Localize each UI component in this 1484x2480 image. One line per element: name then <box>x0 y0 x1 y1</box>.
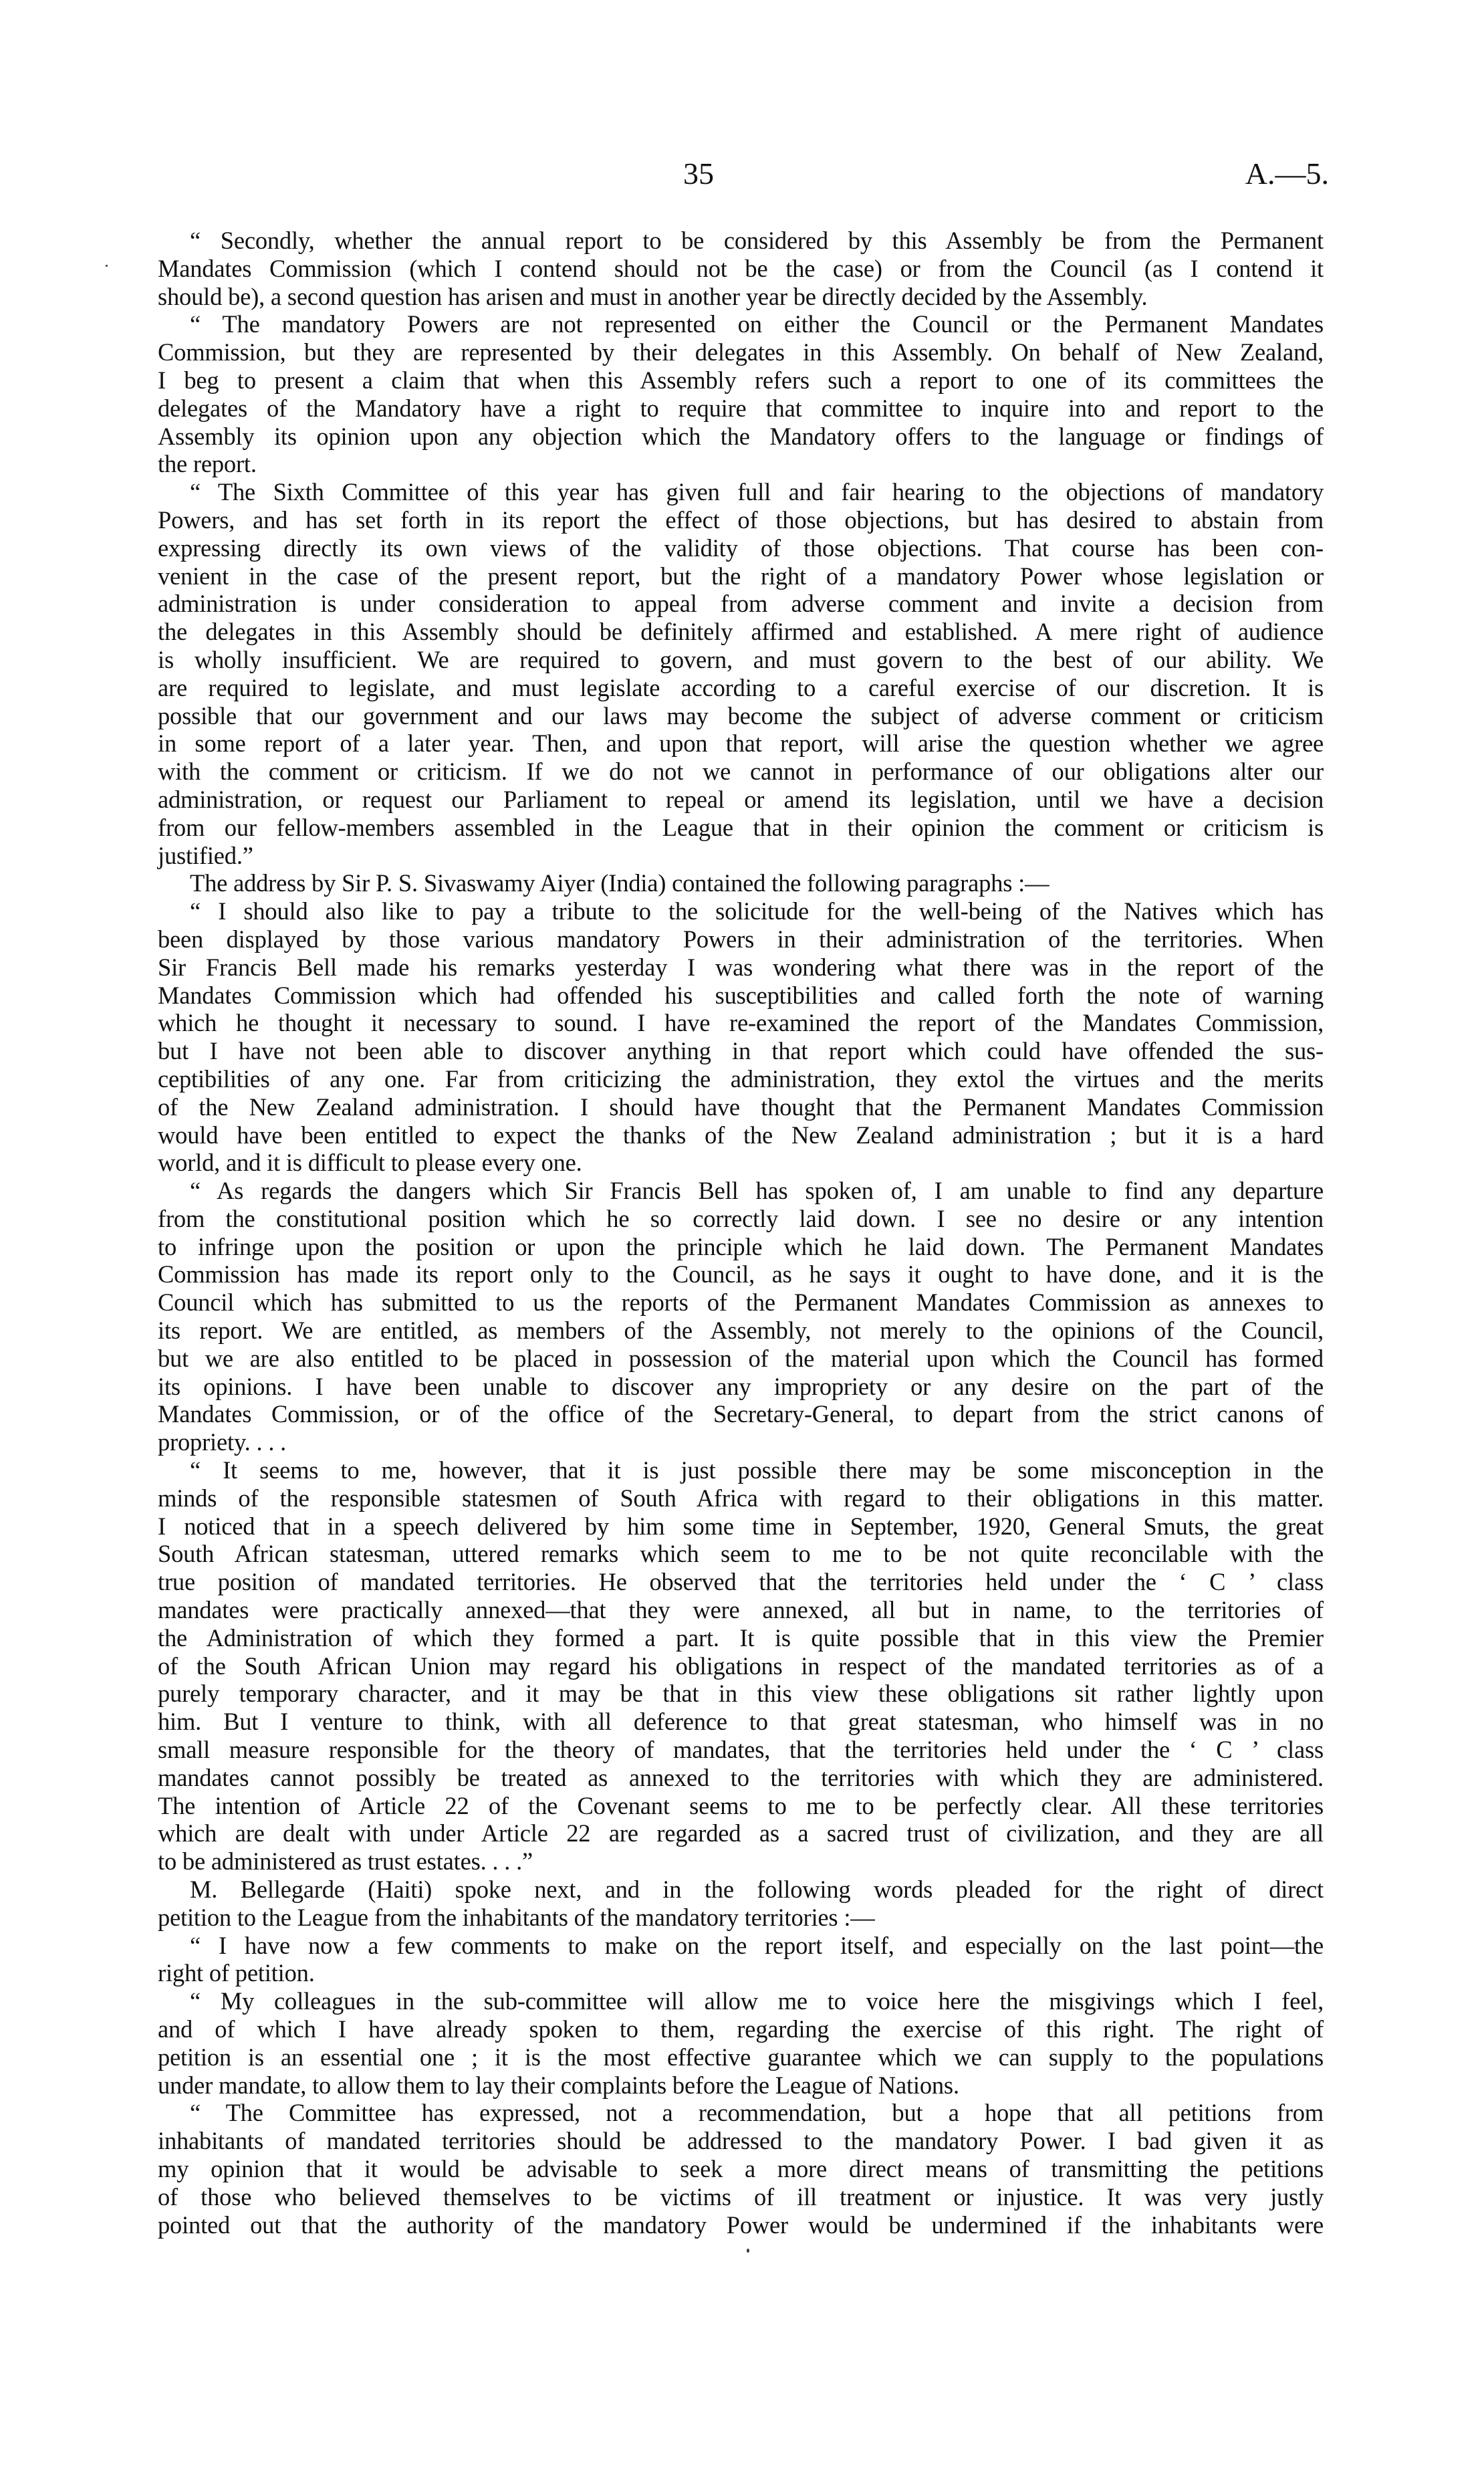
text-line: from the constitutional position which he so correctly laid down. I see no desire or any intention <box>158 1204 1324 1232</box>
document-body <box>158 227 1324 2239</box>
text-line: minds of the responsible statesmen of South Africa with regard to their obligations in this matter. <box>158 1484 1324 1512</box>
text-line: to be administered as trust estates. . . .” <box>158 1847 533 1876</box>
text-line: Mandates Commission, or of the office of the Secretary-General, to depart from the strict canons of <box>158 1400 1324 1428</box>
text-line: but we are also entitled to be placed in possession of the material upon which the Council has formed <box>158 1344 1324 1372</box>
text-line: is wholly insufficient. We are required to govern, and must govern to the best of our ability. We <box>158 645 1324 673</box>
text-line: right of petition. <box>158 1959 315 1987</box>
text-line: its report. We are entitled, as members of the Assembly, not merely to the opinions of the Council, <box>158 1317 1324 1345</box>
text-line: Mandates Commission (which I contend should not be the case) or from the Council (as I contend it <box>158 254 1324 282</box>
text-line: its opinions. I have been unable to discover any impropriety or any desire on the part of the <box>158 1372 1324 1400</box>
text-line: “ I have now a few comments to make on the report itself, and especially on the last point—the <box>190 1931 1324 1959</box>
text-line: but I have not been able to discover anything in that report which could have offended the sus- <box>158 1037 1324 1065</box>
document-reference: A.—5. <box>1245 156 1329 191</box>
paragraph <box>158 227 1324 310</box>
text-line: I noticed that in a speech delivered by him some time in September, 1920, General Smuts, the great <box>158 1512 1324 1540</box>
paragraph <box>158 897 1324 1177</box>
text-line: and of which I have already spoken to them, regarding the exercise of this right. The right of <box>158 2015 1324 2043</box>
text-line: mandates cannot possibly be treated as annexed to the territories with which they are administered. <box>158 1763 1324 1791</box>
text-line: mandates were practically annexed—that they were annexed, all but in name, to the territories of <box>158 1596 1324 1624</box>
text-line: small measure responsible for the theory of mandates, that the territories held under the ‘ C ’ class <box>158 1736 1324 1764</box>
text-line: would have been entitled to expect the thanks of the New Zealand administration ; but it is a hard <box>158 1121 1324 1149</box>
text-line: possible that our government and our laws may become the subject of adverse comment or criticism <box>158 701 1324 729</box>
text-line: South African statesman, uttered remarks which seem to me to be not quite reconcilable with the <box>158 1540 1324 1568</box>
text-line: Commission has made its report only to the Council, as he says it ought to have done, and it is the <box>158 1260 1324 1288</box>
text-line: Powers, and has set forth in its report the effect of those objections, but has desired to abstain from <box>158 505 1324 534</box>
paragraph <box>158 1876 1324 1932</box>
text-line: from our fellow-members assembled in the League that in their opinion the comment or criticism is <box>158 813 1324 841</box>
text-line: Assembly its opinion upon any objection which the Mandatory offers to the language or findings of <box>158 422 1324 450</box>
paragraph <box>158 1177 1324 1456</box>
text-line: true position of mandated territories. He observed that the territories held under the ‘ C ’ class <box>158 1568 1324 1596</box>
text-line: been displayed by those various mandatory Powers in their administration of the territories. When <box>158 925 1324 953</box>
text-line: him. But I venture to think, with all deference to that great statesman, who himself was in no <box>158 1708 1324 1736</box>
scan-speck <box>106 265 108 267</box>
text-line: justified.” <box>158 841 253 869</box>
paragraph <box>158 1932 1324 1988</box>
text-line: should be), a second question has arisen and must in another year be directly decided by the Assembly. <box>158 282 1148 310</box>
text-line: Council which has submitted to us the reports of the Permanent Mandates Commission as annexes to <box>158 1288 1324 1317</box>
text-line: the Administration of which they formed a part. It is quite possible that in this view the Premier <box>158 1623 1324 1652</box>
text-line: Sir Francis Bell made his remarks yesterday I was wondering what there was in the report of the <box>158 953 1324 981</box>
paragraph <box>158 2099 1324 2239</box>
text-line: I beg to present a claim that when this Assembly refers such a report to one of its committees the <box>158 366 1324 394</box>
text-line: “ As regards the dangers which Sir Francis Bell has spoken of, I am unable to find any departure <box>190 1177 1324 1205</box>
text-line: “ The mandatory Powers are not represented on either the Council or the Permanent Mandates <box>190 310 1324 338</box>
text-line: which he thought it necessary to sound. I have re-examined the report of the Mandates Commission, <box>158 1009 1324 1037</box>
paragraph <box>158 478 1324 869</box>
text-line: the report. <box>158 450 257 478</box>
paragraph <box>158 1987 1324 2099</box>
text-line: administration, or request our Parliament to repeal or amend its legislation, until we have a decision <box>158 785 1324 813</box>
text-line: petition is an essential one ; it is the most effective guarantee which we can supply to the populations <box>158 2043 1324 2071</box>
text-line: “ It seems to me, however, that it is just possible there may be some misconception in the <box>190 1456 1324 1484</box>
text-line: “ My colleagues in the sub-committee will allow me to voice here the misgivings which I feel, <box>190 1987 1324 2015</box>
text-line: under mandate, to allow them to lay their complaints before the League of Nations. <box>158 2071 959 2099</box>
text-line: purely temporary character, and it may be that in this view these obligations sit rather lightly upon <box>158 1680 1324 1708</box>
text-line: of those who believed themselves to be victims of ill treatment or injustice. It was very justly <box>158 2182 1324 2211</box>
text-line: propriety. . . . <box>158 1428 287 1456</box>
text-line: of the South African Union may regard his obligations in respect of the mandated territories as of a <box>158 1652 1324 1680</box>
text-line: of the New Zealand administration. I should have thought that the Permanent Mandates Commission <box>158 1093 1324 1121</box>
text-line: Mandates Commission which had offended his susceptibilities and called forth the note of warning <box>158 981 1324 1009</box>
text-line: “ The Committee has expressed, not a recommendation, but a hope that all petitions from <box>190 2099 1324 2127</box>
text-line: The address by Sir P. S. Sivaswamy Aiyer (India) contained the following paragraphs :— <box>190 869 1049 897</box>
scan-speck <box>747 2249 749 2253</box>
text-line: with the comment or criticism. If we do not we cannot in performance of our obligations alter our <box>158 758 1324 786</box>
text-line: “ I should also like to pay a tribute to the solicitude for the well-being of the Natives which has <box>190 897 1324 925</box>
text-line: venient in the case of the present report, but the right of a mandatory Power whose legislation or <box>158 562 1324 590</box>
text-line: petition to the League from the inhabitants of the mandatory territories :— <box>158 1903 875 1931</box>
text-line: The intention of Article 22 of the Covenant seems to me to be perfectly clear. All these territories <box>158 1791 1324 1819</box>
text-line: pointed out that the authority of the mandatory Power would be undermined if the inhabitants were <box>158 2211 1324 2239</box>
text-line: expressing directly its own views of the validity of those objections. That course has been con- <box>158 534 1324 562</box>
text-line: in some report of a later year. Then, and upon that report, will arise the question whether we agree <box>158 729 1324 758</box>
text-line: which are dealt with under Article 22 are regarded as a sacred trust of civilization, and they are all <box>158 1819 1324 1847</box>
page-number: 35 <box>683 156 714 191</box>
text-line: M. Bellegarde (Haiti) spoke next, and in the following words pleaded for the right of direct <box>190 1876 1324 1904</box>
text-line: world, and it is difficult to please every one. <box>158 1149 582 1177</box>
text-line: inhabitants of mandated territories should be addressed to the mandatory Power. I bad given it as <box>158 2127 1324 2155</box>
paragraph <box>158 869 1324 897</box>
text-line: delegates of the Mandatory have a right to require that committee to inquire into and report to the <box>158 394 1324 422</box>
text-line: Commission, but they are represented by their delegates in this Assembly. On behalf of New Zealand, <box>158 338 1324 366</box>
text-line: ceptibilities of any one. Far from criticizing the administration, they extol the virtues and the merits <box>158 1064 1324 1093</box>
text-line: are required to legislate, and must legislate according to a careful exercise of our discretion. It is <box>158 673 1324 701</box>
text-line: my opinion that it would be advisable to seek a more direct means of transmitting the petitions <box>158 2154 1324 2182</box>
text-line: “ The Sixth Committee of this year has given full and fair hearing to the objections of mandatory <box>190 478 1324 506</box>
paragraph <box>158 310 1324 478</box>
text-line: “ Secondly, whether the annual report to be considered by this Assembly be from the Permanent <box>190 227 1324 254</box>
paragraph <box>158 1456 1324 1876</box>
text-line: administration is under consideration to appeal from adverse comment and invite a decision from <box>158 590 1324 618</box>
text-line: to infringe upon the position or upon the principle which he laid down. The Permanent Mandates <box>158 1232 1324 1260</box>
text-line: the delegates in this Assembly should be definitely affirmed and established. A mere right of audience <box>158 618 1324 646</box>
